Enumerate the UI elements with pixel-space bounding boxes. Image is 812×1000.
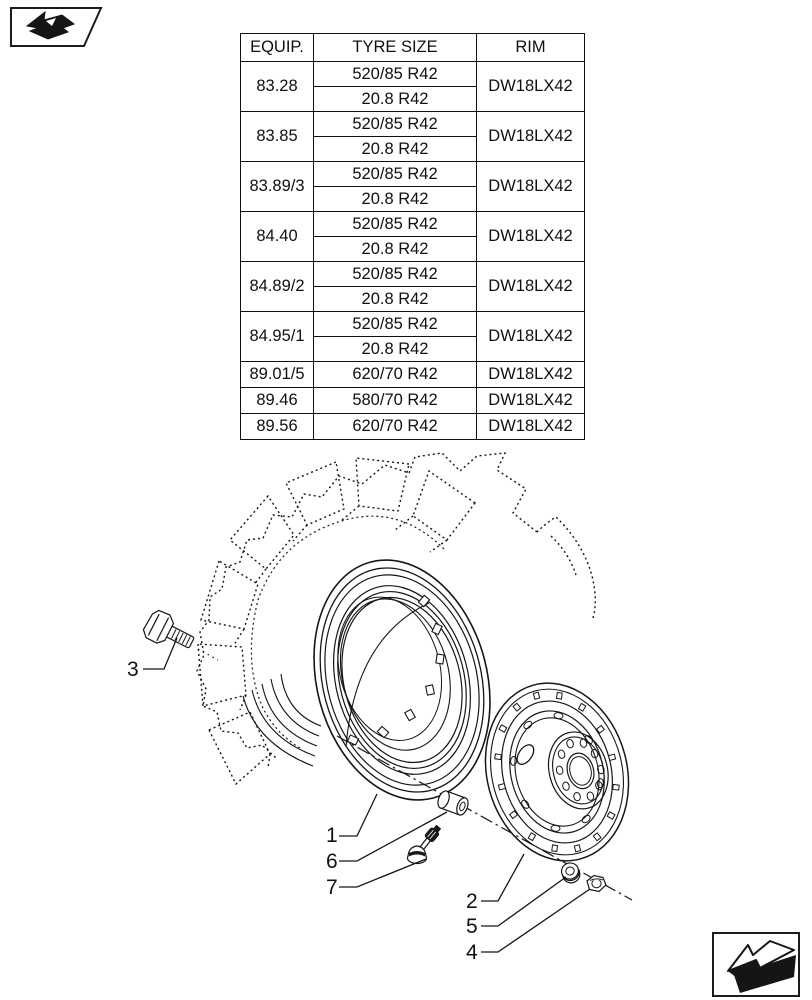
- tyre-cell: 20.8 R42: [314, 137, 477, 162]
- equip-cell: 84.89/2: [241, 262, 314, 312]
- tyre-cell: 520/85 R42: [314, 112, 477, 137]
- equip-cell: 83.85: [241, 112, 314, 162]
- callout-5[interactable]: [466, 877, 566, 938]
- tyre-valve-drawing: [408, 824, 443, 864]
- bolt-centerline: [198, 649, 218, 660]
- tyre-cell: 20.8 R42: [314, 287, 477, 312]
- equip-cell: 89.56: [241, 414, 314, 440]
- rim-cell: DW18LX42: [477, 112, 585, 162]
- rim-cell: DW18LX42: [477, 162, 585, 212]
- page-next-arrow-icon[interactable]: [713, 933, 799, 996]
- rim-cell: DW18LX42: [477, 388, 585, 414]
- callout-2[interactable]: [466, 854, 524, 913]
- tyre-cell: 520/85 R42: [314, 262, 477, 287]
- equip-cell: 83.28: [241, 62, 314, 112]
- tyre-cell: 620/70 R42: [314, 362, 477, 388]
- tyre-cell: 20.8 R42: [314, 337, 477, 362]
- rim-cell: DW18LX42: [477, 262, 585, 312]
- assembly-centerline: [337, 736, 632, 900]
- callout-1[interactable]: [326, 794, 377, 847]
- tyre-cell: 20.8 R42: [314, 187, 477, 212]
- tyre-cell: 20.8 R42: [314, 87, 477, 112]
- tyre-tread-drawing: [197, 453, 595, 784]
- equip-cell: 84.40: [241, 212, 314, 262]
- callout-5-label[interactable]: 5: [466, 915, 478, 938]
- washer-drawing: [559, 861, 582, 886]
- wheel-disc-drawing: [466, 667, 648, 877]
- rim-cell: DW18LX42: [477, 312, 585, 362]
- tyre-cell: 520/85 R42: [314, 312, 477, 337]
- header-tyre-size: TYRE SIZE: [314, 34, 477, 62]
- tyre-cell: 20.8 R42: [314, 237, 477, 262]
- callout-3-label[interactable]: 3: [127, 658, 139, 681]
- page-back-arrow-icon[interactable]: [11, 8, 101, 46]
- equip-cell: 83.89/3: [241, 162, 314, 212]
- tyre-cell: 520/85 R42: [314, 62, 477, 87]
- spacer-sleeve-drawing: [436, 789, 470, 816]
- equip-cell: 89.46: [241, 388, 314, 414]
- wheel-bolt-drawing: [141, 607, 199, 657]
- tyre-cell: 520/85 R42: [314, 162, 477, 187]
- callout-4-label[interactable]: 4: [466, 941, 478, 964]
- callout-3[interactable]: [127, 638, 177, 681]
- equip-cell: 89.01/5: [241, 362, 314, 388]
- callout-1-label[interactable]: 1: [326, 824, 338, 847]
- callout-6-label[interactable]: 6: [326, 850, 338, 873]
- callout-7[interactable]: [326, 859, 426, 899]
- equip-cell: 84.95/1: [241, 312, 314, 362]
- tyre-cell: 520/85 R42: [314, 212, 477, 237]
- rim-cell: DW18LX42: [477, 212, 585, 262]
- rim-cell: DW18LX42: [477, 62, 585, 112]
- rim-cell: DW18LX42: [477, 414, 585, 440]
- tyre-cell: 620/70 R42: [314, 414, 477, 440]
- tyre-cell: 580/70 R42: [314, 388, 477, 414]
- callout-2-label[interactable]: 2: [466, 890, 478, 913]
- rim-cell: DW18LX42: [477, 362, 585, 388]
- rim-drawing: [243, 540, 516, 820]
- header-rim: RIM: [477, 34, 585, 62]
- header-equip: EQUIP.: [241, 34, 314, 62]
- callout-7-label[interactable]: 7: [326, 876, 338, 899]
